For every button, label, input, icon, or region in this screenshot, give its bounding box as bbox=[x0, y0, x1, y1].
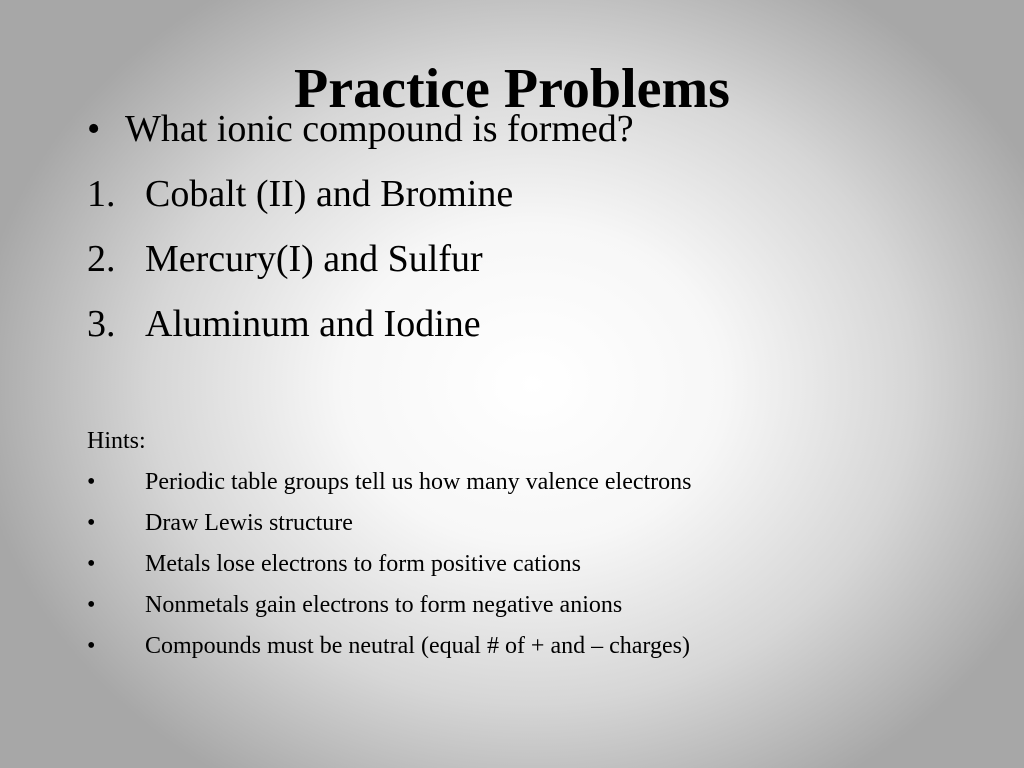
problem-item-1 bbox=[87, 170, 513, 235]
bullet-marker: • bbox=[87, 510, 96, 536]
bullet-marker: • bbox=[87, 633, 96, 659]
slide-title: Practice Problems bbox=[294, 57, 730, 120]
hint-text: Compounds must be neutral (equal # of + and – charges) bbox=[145, 633, 690, 659]
hint-text: Periodic table groups tell us how many valence electrons bbox=[145, 469, 692, 495]
question-text: What ionic compound is formed? bbox=[125, 108, 634, 150]
problem-number: 1. bbox=[87, 173, 116, 215]
hint-item bbox=[87, 507, 692, 548]
hint-text: Metals lose electrons to form positive cations bbox=[145, 551, 581, 577]
problem-item-3 bbox=[87, 300, 513, 365]
problem-number: 2. bbox=[87, 238, 116, 280]
hints-list bbox=[87, 466, 692, 671]
bullet-marker: • bbox=[87, 469, 96, 495]
bullet-marker: • bbox=[87, 108, 101, 150]
problem-number: 3. bbox=[87, 303, 116, 345]
hint-text: Nonmetals gain electrons to form negative anions bbox=[145, 592, 623, 618]
problem-list bbox=[87, 170, 513, 365]
problem-text: Cobalt (II) and Bromine bbox=[145, 173, 514, 215]
problem-item-2 bbox=[87, 235, 513, 300]
bullet-marker: • bbox=[87, 592, 96, 618]
hints-heading: Hints: bbox=[87, 428, 146, 454]
hint-item bbox=[87, 589, 692, 630]
hint-item bbox=[87, 548, 692, 589]
bullet-marker: • bbox=[87, 551, 96, 577]
question-bullet-item bbox=[87, 105, 634, 153]
hint-item bbox=[87, 630, 692, 671]
problem-text: Aluminum and Iodine bbox=[145, 303, 481, 345]
hint-text: Draw Lewis structure bbox=[145, 510, 353, 536]
problem-text: Mercury(I) and Sulfur bbox=[145, 238, 483, 280]
hint-item bbox=[87, 466, 692, 507]
